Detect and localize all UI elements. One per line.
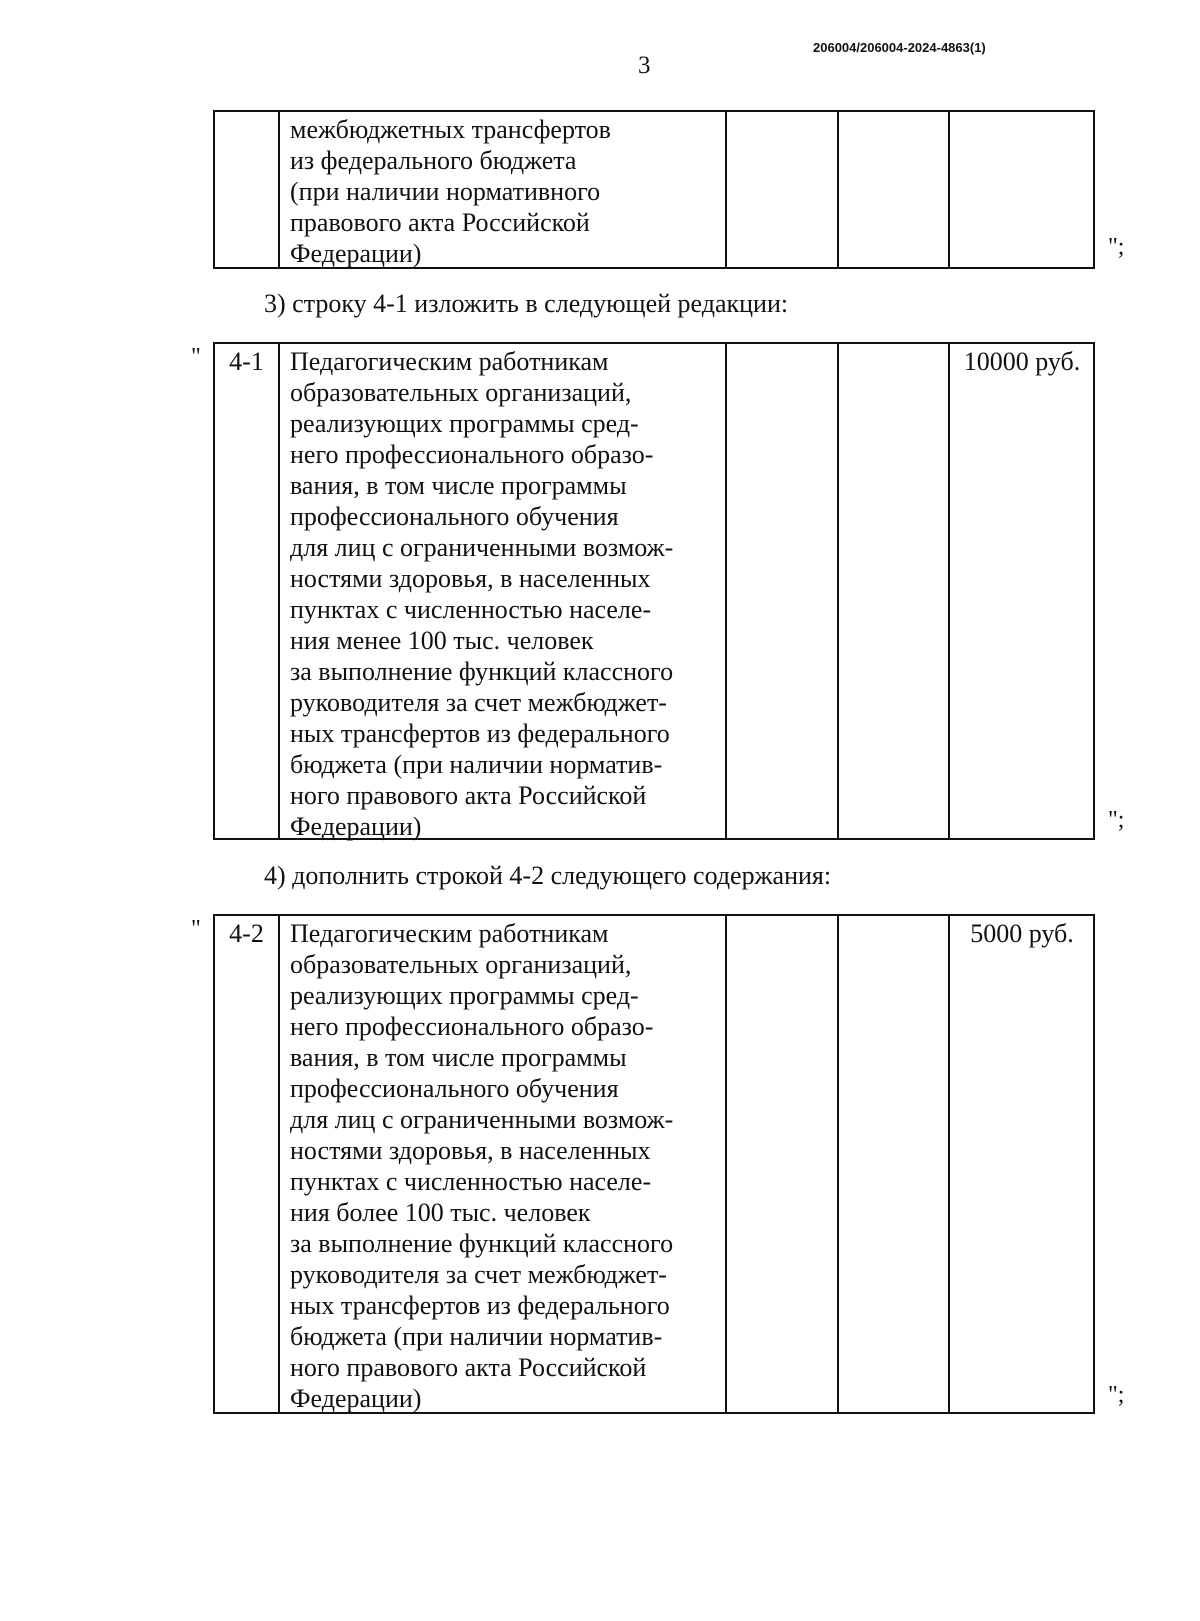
paragraph-item-4: 4) дополнить строкой 4-2 следующего содержания: — [264, 861, 832, 890]
closing-quote: "; — [1108, 234, 1125, 260]
closing-quote: "; — [1108, 1382, 1125, 1408]
table-row-4-1 — [213, 342, 1095, 840]
table-row — [215, 112, 1093, 267]
cell-amount: 5000 руб. — [970, 919, 1074, 948]
page-number: 3 — [638, 52, 651, 79]
opening-quote: " — [191, 344, 201, 370]
paragraph-item-3: 3) строку 4-1 изложить в следующей редакции: — [264, 289, 789, 318]
cell-row-number: 4-1 — [229, 347, 264, 376]
cell-amount: 10000 руб. — [963, 347, 1081, 376]
table-row-4-2 — [213, 914, 1095, 1414]
cell-row-number: 4-2 — [229, 919, 264, 948]
cell-description: Педагогическим работникам образовательных организаций, реализующих программы сред- него профессионального образо- вания, в том числе программы профессионального обучения для лиц с ограниченными возмож- ностями здоровья, в населенных пунктах с численностью населе- ния менее 100 тыс. человек за выполнение функций классного руководителя за счет межбюджет- ных трансфертов из федерального бюджета (при наличии норматив- ного правового акта Российской Федерации) — [290, 347, 674, 841]
cell-description: Педагогическим работникам образовательных организаций, реализующих программы сред- него профессионального образо- вания, в том числе программы профессионального обучения для лиц с ограниченными возмож- ностями здоровья, в населенных пунктах с численностью населе- ния более 100 тыс. человек за выполнение функций классного руководителя за счет межбюджет- ных трансфертов из федерального бюджета (при наличии норматив- ного правового акта Российской Федерации) — [290, 919, 674, 1413]
closing-quote: "; — [1108, 807, 1125, 833]
document-id: 206004/206004-2024-4863(1) — [813, 40, 986, 55]
cell-description: межбюджетных трансфертов из федерального бюджета (при наличии нормативного правового акта Российской Федерации) — [290, 115, 611, 268]
opening-quote: " — [191, 916, 201, 942]
table-continuation — [213, 110, 1095, 269]
